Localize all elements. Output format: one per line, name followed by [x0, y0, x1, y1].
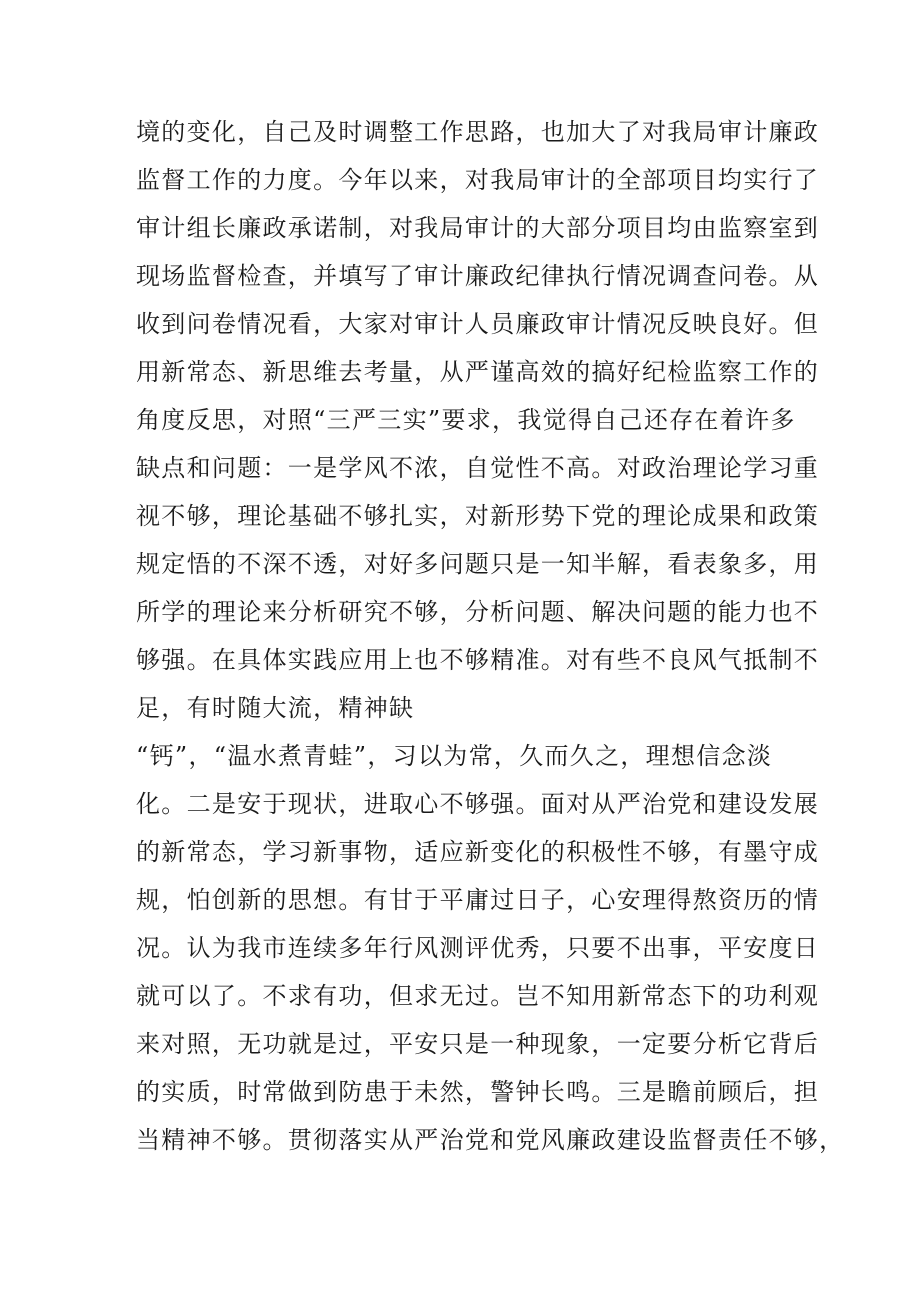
text-line: 收到问卷情况看，大家对审计人员廉政审计情况反映良好。但	[136, 310, 820, 338]
text-line: 缺点和问题：一是学风不浓，自觉性不高。对政治理论学习重	[136, 454, 820, 482]
text-line: 所学的理论来分析研究不够，分析问题、解决问题的能力也不	[136, 598, 820, 626]
body-text	[136, 108, 845, 1164]
text-line: 规定悟的不深不透，对好多问题只是一知半解，看表象多，用	[136, 550, 820, 578]
text-line: 规，怕创新的思想。有甘于平庸过日子，心安理得熬资历的情	[136, 886, 820, 914]
text-line: 当精神不够。贯彻落实从严治党和党风廉政建设监督责任不够，	[136, 1126, 845, 1154]
text-line: 就可以了。不求有功，但求无过。岂不知用新常态下的功利观	[136, 982, 820, 1010]
text-line: 现场监督检查，并填写了审计廉政纪律执行情况调查问卷。从	[136, 262, 820, 290]
text-line: 视不够，理论基础不够扎实，对新形势下党的理论成果和政策	[136, 502, 820, 530]
text-line: “钙”，“温水煮青蛙”，习以为常，久而久之，理想信念淡	[136, 742, 773, 770]
text-line: 的实质，时常做到防患于未然，警钟长鸣。三是瞻前顾后，担	[136, 1078, 820, 1106]
text-line: 监督工作的力度。今年以来，对我局审计的全部项目均实行了	[136, 166, 820, 194]
text-line: 的新常态，学习新事物，适应新变化的积极性不够，有墨守成	[136, 838, 820, 866]
text-line: 审计组长廉政承诺制，对我局审计的大部分项目均由监察室到	[136, 214, 820, 242]
text-line: 境的变化，自己及时调整工作思路，也加大了对我局审计廉政	[136, 118, 820, 146]
text-line: 足，有时随大流，精神缺	[136, 694, 415, 722]
text-line: 角度反思，对照“三严三实”要求，我觉得自己还存在着许多	[136, 406, 796, 434]
text-line: 够强。在具体实践应用上也不够精准。对有些不良风气抵制不	[136, 646, 820, 674]
text-line: 化。二是安于现状，进取心不够强。面对从严治党和建设发展	[136, 790, 820, 818]
text-line: 来对照，无功就是过，平安只是一种现象，一定要分析它背后	[136, 1030, 820, 1058]
text-line: 用新常态、新思维去考量，从严谨高效的搞好纪检监察工作的	[136, 358, 820, 386]
text-line: 况。认为我市连续多年行风测评优秀，只要不出事，平安度日	[136, 934, 820, 962]
